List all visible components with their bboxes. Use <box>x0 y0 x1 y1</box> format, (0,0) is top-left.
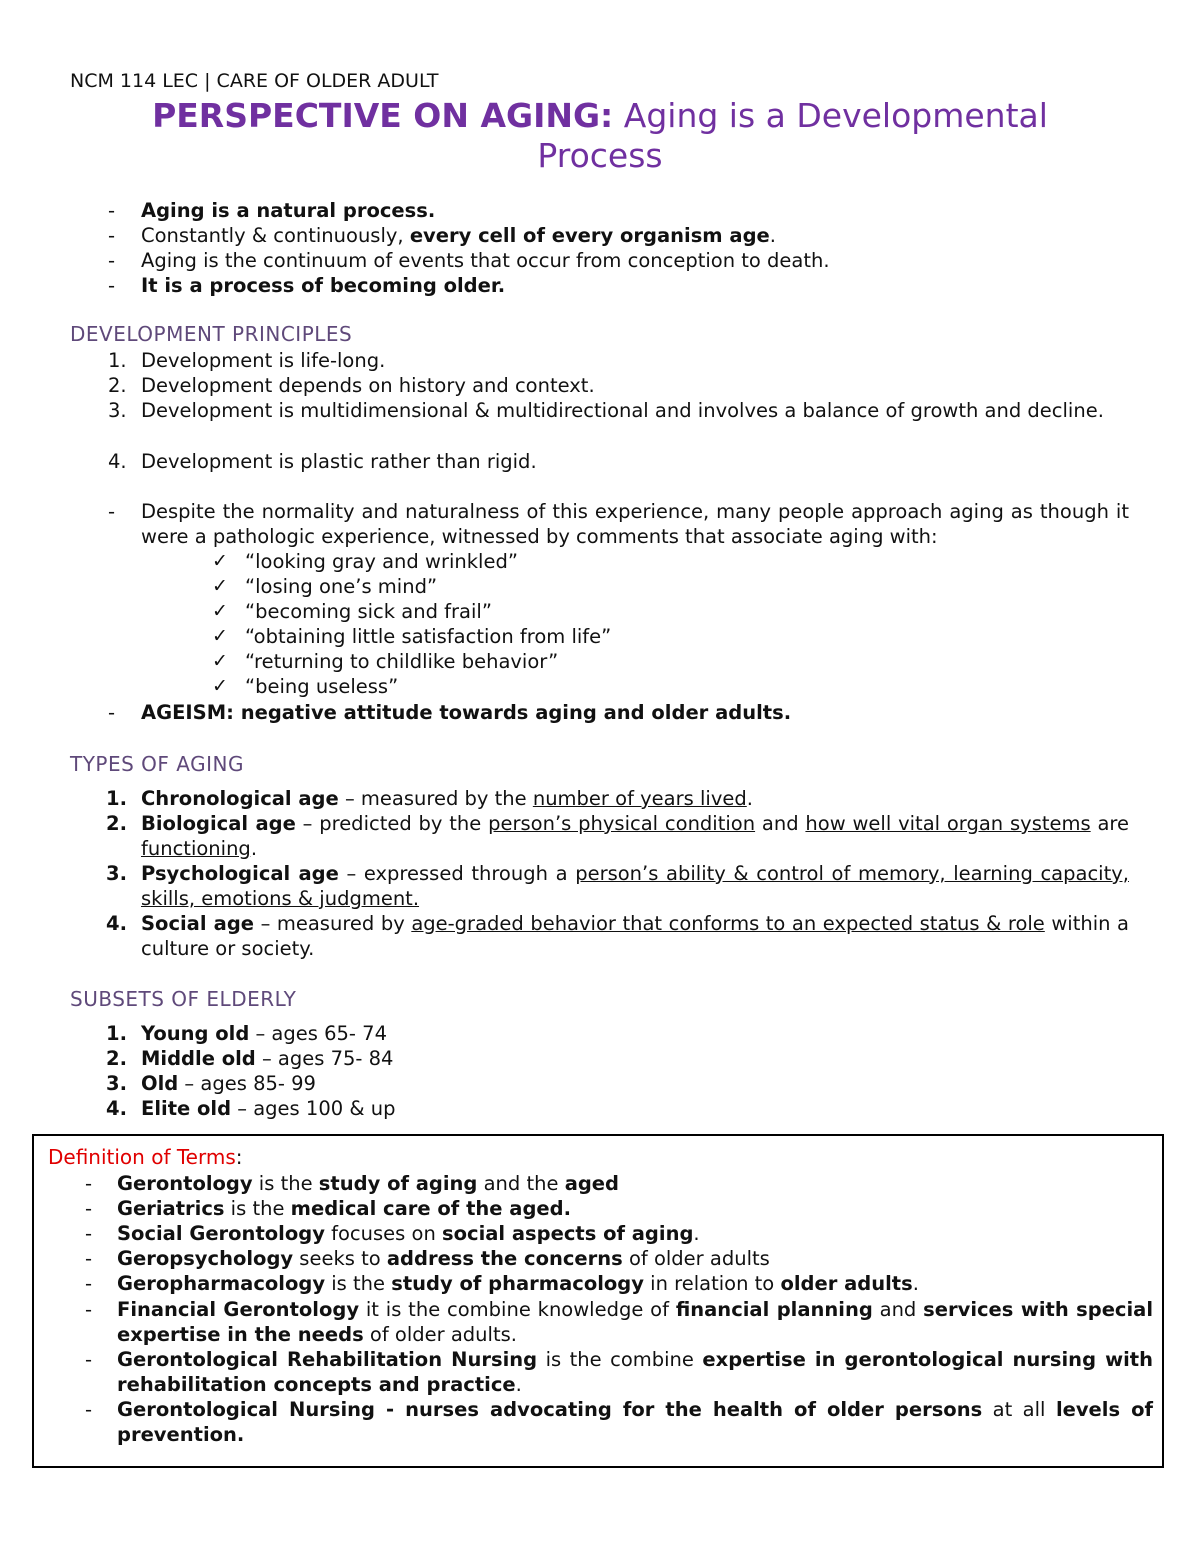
def-social-gerontology: Social Gerontology focuses on social aspects of aging. <box>117 1222 700 1245</box>
dev-item-1: Development is life-long. <box>141 349 386 372</box>
dash-marker: - <box>108 199 116 222</box>
type-item-social: Social age – measured by age-graded behavior that conforms to an expected status & role within a culture or society. <box>141 912 1129 960</box>
subset-item-old: Old – ages 85- 99 <box>141 1072 316 1095</box>
dash-marker: - <box>108 249 116 272</box>
dash-marker: - <box>85 1348 93 1371</box>
dash-marker: - <box>108 500 116 523</box>
dev-item-4: Development is plastic rather than rigid. <box>141 450 537 473</box>
list-number: 3. <box>106 862 127 885</box>
dash-marker: - <box>108 224 116 247</box>
list-number: 3. <box>108 399 127 422</box>
list-number: 3. <box>106 1072 127 1095</box>
list-number: 4. <box>108 450 127 473</box>
subsets-heading: SUBSETS OF ELDERLY <box>70 987 297 1011</box>
list-number: 1. <box>108 349 127 372</box>
dev-item-2: Development depends on history and context. <box>141 374 595 397</box>
list-number: 4. <box>106 912 127 935</box>
intro-item-2: Constantly & continuously, every cell of every organism age. <box>141 224 776 247</box>
checkmark-icon: ✓ <box>212 550 228 572</box>
intro-item-1: Aging is a natural process. <box>141 199 436 222</box>
checkmark-icon: ✓ <box>212 575 228 597</box>
type-item-psychological: Psychological age – expressed through a person’s ability & control of memory, learning capacity, skills, emotions & judgment. <box>141 862 1129 910</box>
title-line2: Process <box>537 136 663 175</box>
type-item-chronological: Chronological age – measured by the number of years lived. <box>141 787 753 810</box>
ageism-definition: AGEISM: negative attitude towards aging and older adults. <box>141 701 792 724</box>
title-rest: Aging is a Developmental <box>623 96 1048 135</box>
dash-marker: - <box>85 1298 93 1321</box>
def-financial-gerontology: Financial Gerontology it is the combine knowledge of financial planning and services with special expertise in the needs of older adults. <box>117 1298 1154 1346</box>
def-gerontology: Gerontology is the study of aging and the aged <box>117 1172 619 1195</box>
list-number: 2. <box>106 812 127 835</box>
dash-marker: - <box>85 1247 93 1270</box>
intro-item-3: Aging is the continuum of events that occur from conception to death. <box>141 249 830 272</box>
dash-marker: - <box>85 1272 93 1295</box>
list-number: 1. <box>106 1022 127 1045</box>
def-rehabilitation-nursing: Gerontological Rehabilitation Nursing is the combine expertise in gerontological nursing with rehabilitation concepts and practice. <box>117 1348 1153 1396</box>
dash-marker: - <box>85 1197 93 1220</box>
list-number: 1. <box>106 787 127 810</box>
despite-paragraph: Despite the normality and naturalness of this experience, many people approach aging as though it were a pathologic experience, witnessed by comments that associate aging with: <box>141 500 1129 548</box>
page-title <box>70 96 1130 176</box>
subset-item-young-old: Young old – ages 65- 74 <box>141 1022 387 1045</box>
dash-marker: - <box>108 701 116 724</box>
list-number: 4. <box>106 1097 127 1120</box>
checkmark-icon: ✓ <box>212 675 228 697</box>
title-bold: PERSPECTIVE ON AGING: <box>152 96 614 135</box>
definitions-heading: Definition of Terms: <box>48 1145 243 1169</box>
check-item-1: “looking gray and wrinkled” <box>245 550 518 573</box>
def-gerontological-nursing: Gerontological Nursing - nurses advocating for the health of older persons at all levels of prevention. <box>117 1398 1153 1446</box>
types-of-aging-heading: TYPES OF AGING <box>70 752 244 776</box>
list-number: 2. <box>108 374 127 397</box>
check-item-4: “obtaining little satisfaction from life” <box>245 625 612 648</box>
check-item-5: “returning to childlike behavior” <box>245 650 559 673</box>
development-principles-heading: DEVELOPMENT PRINCIPLES <box>70 322 353 346</box>
dash-marker: - <box>108 274 116 297</box>
def-geropharmacology: Geropharmacology is the study of pharmacology in relation to older adults. <box>117 1272 919 1295</box>
subset-item-elite-old: Elite old – ages 100 & up <box>141 1097 396 1120</box>
dash-marker: - <box>85 1222 93 1245</box>
check-item-2: “losing one’s mind” <box>245 575 438 598</box>
checkmark-icon: ✓ <box>212 625 228 647</box>
check-item-3: “becoming sick and frail” <box>245 600 492 623</box>
checkmark-icon: ✓ <box>212 600 228 622</box>
dev-item-3: Development is multidimensional & multidirectional and involves a balance of growth and decline. <box>141 399 1104 422</box>
checkmark-icon: ✓ <box>212 650 228 672</box>
intro-item-4: It is a process of becoming older. <box>141 274 506 297</box>
dash-marker: - <box>85 1398 93 1421</box>
subset-item-middle-old: Middle old – ages 75- 84 <box>141 1047 394 1070</box>
list-number: 2. <box>106 1047 127 1070</box>
def-geropsychology: Geropsychology seeks to address the concerns of older adults <box>117 1247 770 1270</box>
course-header: NCM 114 LEC | CARE OF OLDER ADULT <box>70 70 439 92</box>
dash-marker: - <box>85 1172 93 1195</box>
def-geriatrics: Geriatrics is the medical care of the aged. <box>117 1197 571 1220</box>
check-item-6: “being useless” <box>245 675 399 698</box>
type-item-biological: Biological age – predicted by the person’s physical condition and how well vital organ systems are functioning. <box>141 812 1130 860</box>
